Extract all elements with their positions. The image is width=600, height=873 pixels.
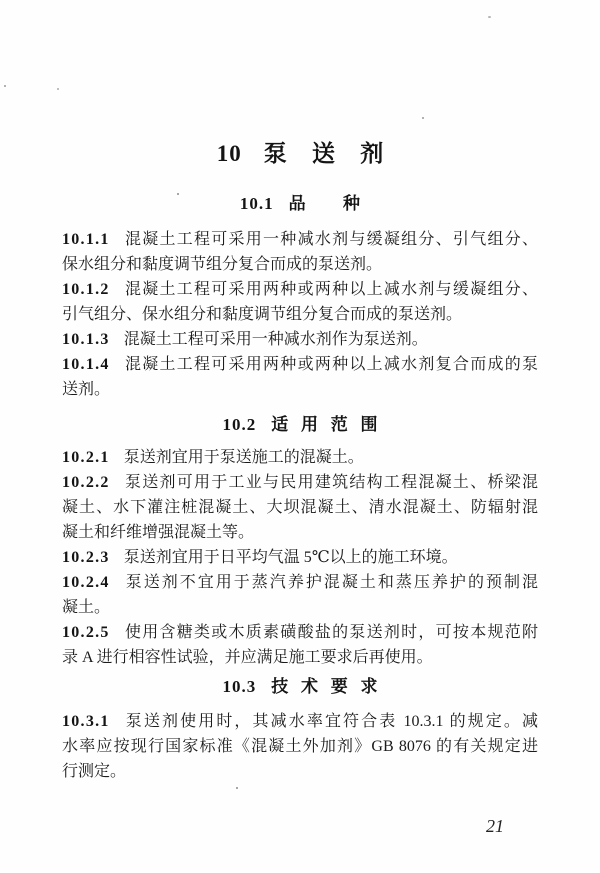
chapter-title [62,140,538,168]
scan-speck [236,787,238,789]
clause-line [62,645,538,670]
clause-line [62,445,538,470]
clause-number: 10.1.2 [62,281,110,298]
clause-text: 送剂。 [62,381,111,398]
section-number: 10.2 [222,415,257,434]
clause-text: 水率应按现行国家标准《混凝土外加剂》GB 8076 的有关规定进 [62,738,538,755]
clause-text: 引气组分、保水组分和黏度调节组分复合而成的泵送剂。 [62,306,463,323]
text-column [62,140,538,784]
clause-number: 10.1.3 [62,331,110,348]
clause-text: 混凝土工程可采用两种或两种以上减水剂与缓凝组分、 [123,281,538,298]
clause-line [62,352,538,377]
clause-number: 10.2.3 [62,549,110,566]
clause-text: 混凝土工程可采用一种减水剂与缓凝组分、引气组分、 [123,231,538,248]
chapter-title-text: 泵送剂 [263,141,409,166]
clause-line [62,570,538,595]
clause-line [62,302,538,327]
clause-text: 混凝土工程可采用两种或两种以上减水剂复合而成的泵 [123,356,538,373]
clause-line [62,495,538,520]
clause-text: 混凝土工程可采用一种减水剂作为泵送剂。 [123,331,428,348]
clause-text: 凝土和纤维增强混凝土等。 [62,524,255,541]
clause-text: 泵送剂使用时，其减水率宜符合表 10.3.1 的规定。减 [123,713,538,730]
clause-line [62,709,538,734]
clause-line [62,595,538,620]
clause-text: 泵送剂宜用于泵送施工的混凝土。 [123,449,364,466]
clause-number: 10.3.1 [62,713,110,730]
chapter-number: 10 [216,141,242,166]
clause-text: 泵送剂不宜用于蒸汽养护混凝土和蒸压养护的预制混 [123,574,538,591]
clause-text: 凝土、水下灌注桩混凝土、大坝混凝土、清水混凝土、防辐射混 [62,499,538,516]
scan-speck [488,16,491,18]
clause-line [62,277,538,302]
clause-number: 10.2.2 [62,474,110,491]
section-number: 10.1 [239,194,274,213]
clause-text: 行测定。 [62,763,127,780]
clause-number: 10.1.1 [62,231,110,248]
clause-line [62,520,538,545]
scan-speck [422,117,424,119]
section-title-text: 技术要求 [271,677,391,696]
section-title-text: 品种 [288,194,398,213]
clause-text: 凝土。 [62,599,111,616]
section-heading-10-1 [62,194,538,214]
clause-line [62,252,538,277]
clause-number: 10.1.4 [62,356,110,373]
scan-speck [177,193,179,195]
clause-line [62,759,538,784]
clause-text: 泵送剂可用于工业与民用建筑结构工程混凝土、桥梁混 [123,474,538,491]
clause-text: 保水组分和黏度调节组分复合而成的泵送剂。 [62,256,383,273]
section-title-text: 适用范围 [271,415,391,434]
section-number: 10.3 [222,677,257,696]
clause-line [62,377,538,402]
page-number: 21 [486,816,504,836]
clause-number: 10.2.4 [62,574,110,591]
section-heading-10-3 [62,677,538,697]
clause-line [62,545,538,570]
section-body-10-1 [62,227,538,402]
clause-line [62,470,538,495]
section-heading-10-2 [62,415,538,435]
clause-line [62,227,538,252]
clause-line [62,734,538,759]
scan-speck [4,85,6,87]
clause-number: 10.2.5 [62,624,110,641]
clause-number: 10.2.1 [62,449,110,466]
scan-speck [57,88,59,90]
section-body-10-2 [62,445,538,670]
clause-text: 使用含糖类或木质素磺酸盐的泵送剂时，可按本规范附 [123,624,538,641]
section-body-10-3 [62,709,538,784]
clause-text: 录 A 进行相容性试验，并应满足施工要求后再使用。 [62,649,433,666]
clause-line [62,327,538,352]
clause-line [62,620,538,645]
clause-text: 泵送剂宜用于日平均气温 5℃以上的施工环境。 [123,549,458,566]
